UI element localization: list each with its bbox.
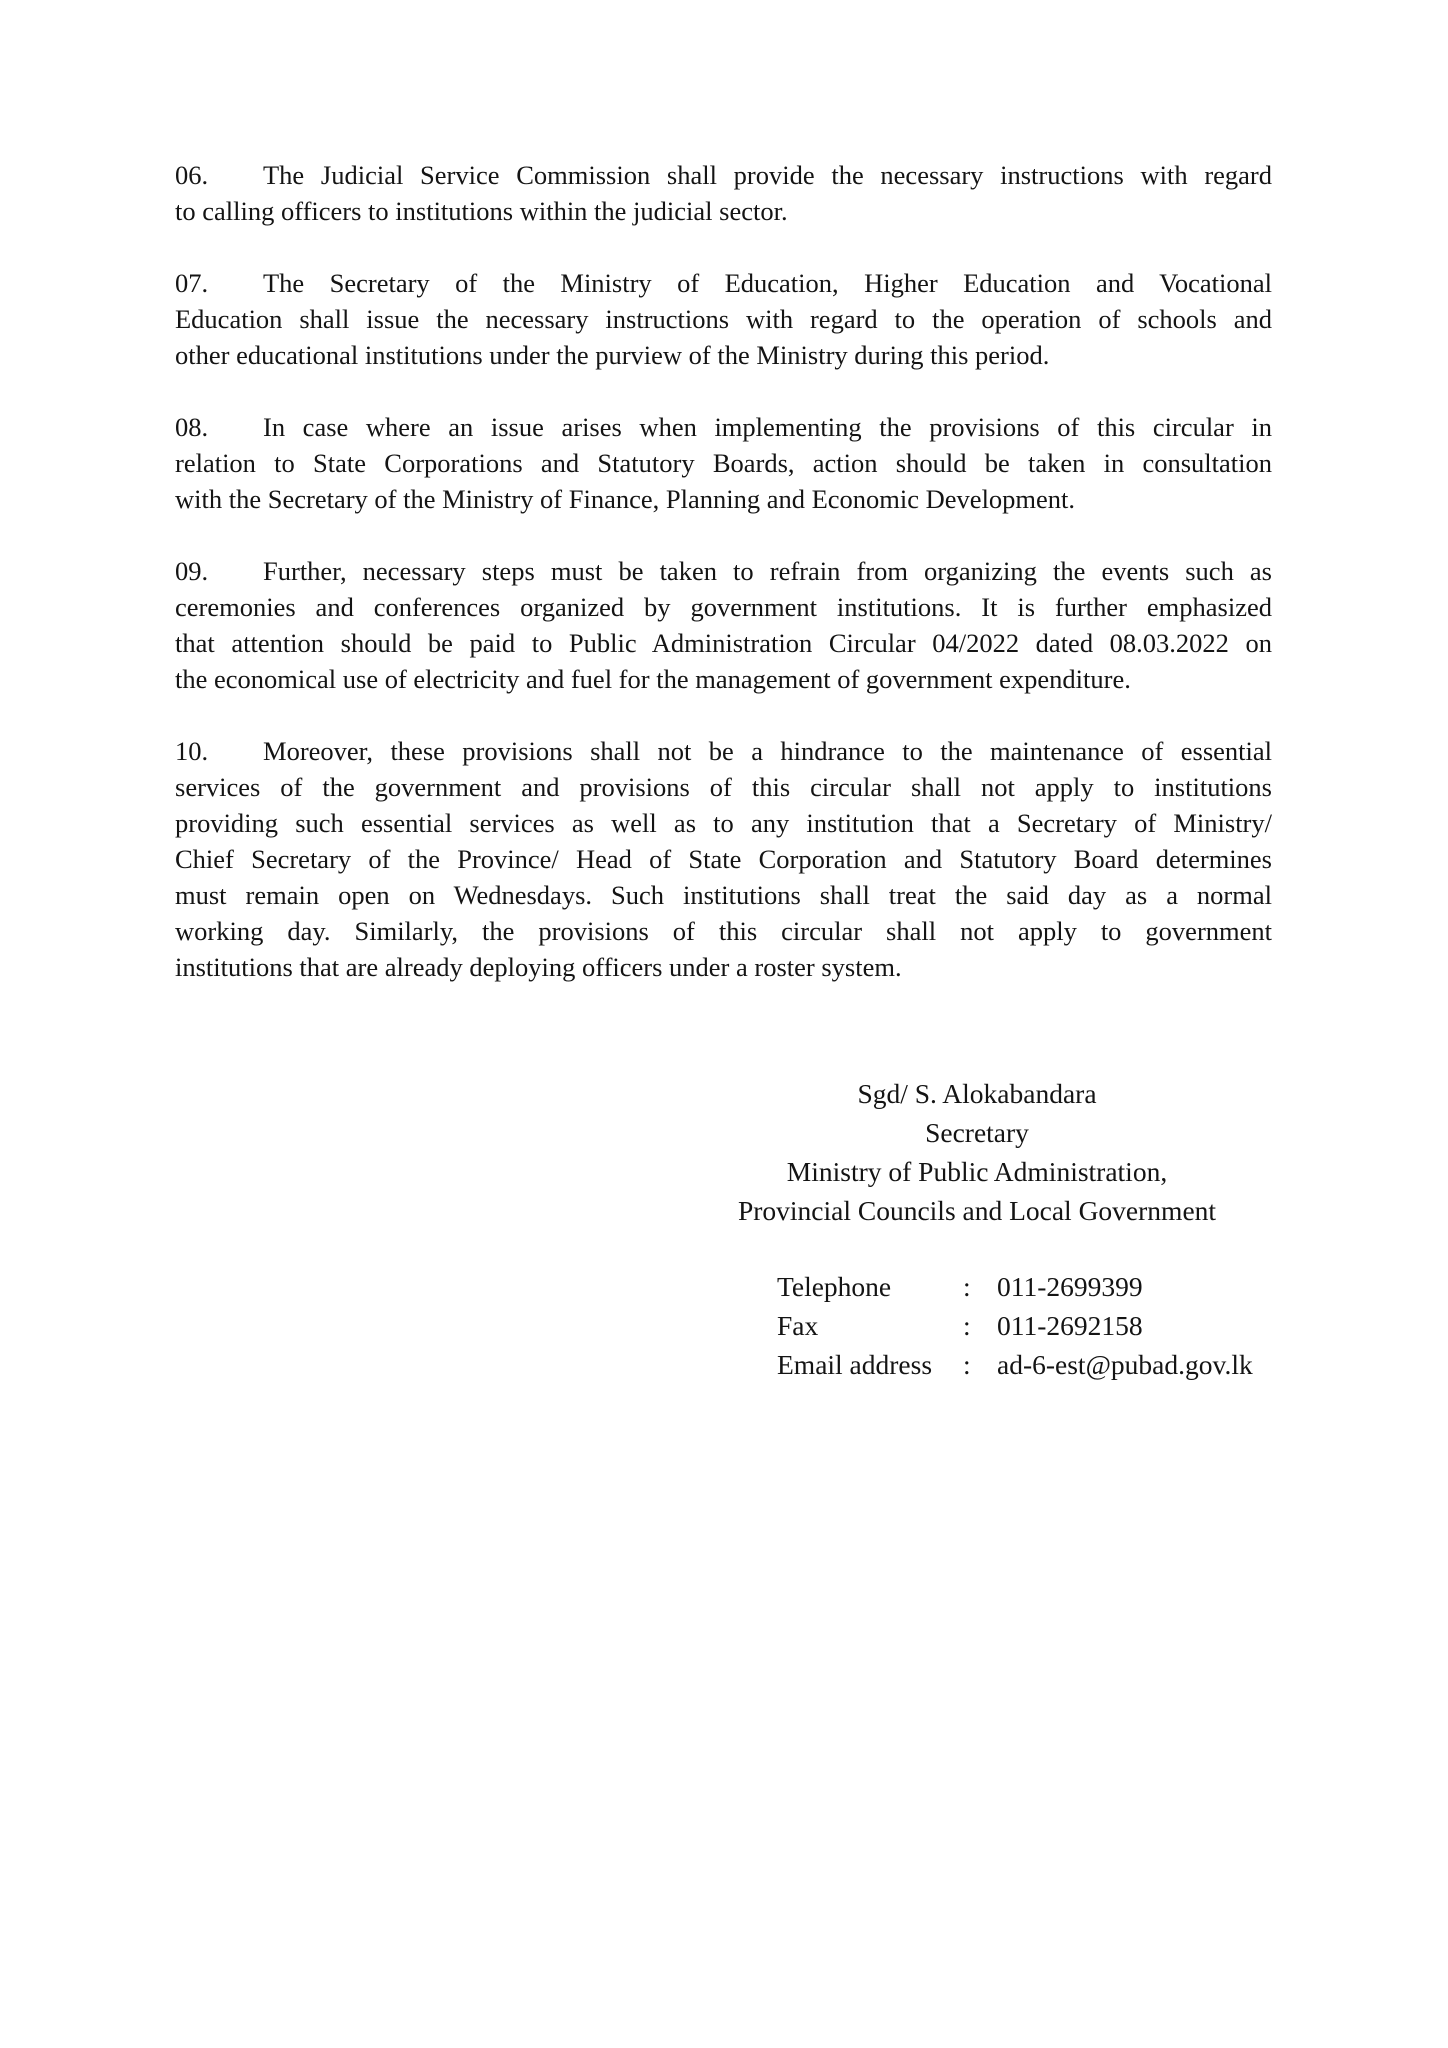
paragraph-text: The Secretary of the Ministry of Education, Higher Education and Vocational — [263, 268, 1272, 298]
paragraph-line: services of the government and provisions of this circular shall not apply to institutions — [175, 772, 1272, 802]
contact-separator: : — [963, 1310, 971, 1341]
contact-row-telephone — [777, 1267, 1253, 1306]
paragraph-line: to calling officers to institutions within the judicial sector. — [175, 196, 788, 226]
telephone-number: 011-2699399 — [997, 1271, 1143, 1302]
contact-row-fax — [777, 1306, 1253, 1345]
paragraph-line: ceremonies and conferences organized by government institutions. It is further emphasized — [175, 592, 1272, 622]
paragraph-line: providing such essential services as well as to any institution that a Secretary of Ministry/ — [175, 808, 1272, 838]
contact-separator: : — [963, 1271, 971, 1302]
fax-number: 011-2692158 — [997, 1310, 1143, 1341]
contact-label: Telephone — [777, 1271, 892, 1302]
paragraph-number: 09. — [175, 556, 209, 586]
signatory-title: Secretary — [925, 1117, 1029, 1148]
paragraph-line: Chief Secretary of the Province/ Head of State Corporation and Statutory Board determines — [175, 844, 1272, 874]
contact-details — [777, 1267, 1253, 1384]
contact-separator: : — [963, 1349, 971, 1380]
paragraph-line: the economical use of electricity and fuel for the management of government expenditure. — [175, 664, 1131, 694]
paragraph-number: 10. — [175, 736, 209, 766]
paragraph — [175, 409, 1272, 517]
paragraph-line: relation to State Corporations and Statutory Boards, action should be taken in consultation — [175, 448, 1272, 478]
paragraph-line: with the Secretary of the Ministry of Finance, Planning and Economic Development. — [175, 484, 1076, 514]
paragraph — [175, 265, 1272, 373]
paragraph-line: working day. Similarly, the provisions of this circular shall not apply to government — [175, 916, 1272, 946]
ministry-name-line-1: Ministry of Public Administration, — [786, 1156, 1168, 1187]
paragraph — [175, 157, 1272, 229]
paragraph — [175, 733, 1272, 985]
paragraph-text: In case where an issue arises when implementing the provisions of this circular in — [263, 412, 1272, 442]
contact-label: Email address — [777, 1349, 933, 1380]
paragraph-text: The Judicial Service Commission shall provide the necessary instructions with regard — [263, 160, 1272, 190]
paragraph-line — [175, 733, 1272, 769]
paragraph-line — [175, 553, 1272, 589]
ministry-name-line-2: Provincial Councils and Local Government — [737, 1195, 1217, 1226]
paragraph-text: Further, necessary steps must be taken to refrain from organizing the events such as — [263, 556, 1272, 586]
paragraph-line — [175, 157, 1272, 193]
contact-row-email — [777, 1345, 1253, 1384]
paragraph-line — [175, 409, 1272, 445]
paragraph-line: other educational institutions under the purview of the Ministry during this period. — [175, 340, 1050, 370]
paragraph-number: 07. — [175, 268, 209, 298]
circular-body — [175, 157, 1272, 1021]
paragraph-number: 06. — [175, 160, 209, 190]
signature-block — [700, 1074, 1254, 1230]
paragraph-line: must remain open on Wednesdays. Such institutions shall treat the said day as a normal — [175, 880, 1272, 910]
contact-label: Fax — [777, 1310, 819, 1341]
paragraph-number: 08. — [175, 412, 209, 442]
paragraph-line: Education shall issue the necessary instructions with regard to the operation of schools and — [175, 304, 1272, 334]
paragraph-text: Moreover, these provisions shall not be a hindrance to the maintenance of essential — [263, 736, 1272, 766]
paragraph-line — [175, 265, 1272, 301]
email-address: ad-6-est@pubad.gov.lk — [997, 1349, 1253, 1380]
paragraph-line: that attention should be paid to Public Administration Circular 04/2022 dated 08.03.2022 on — [175, 628, 1272, 658]
paragraph-line: institutions that are already deploying officers under a roster system. — [175, 952, 902, 982]
paragraph — [175, 553, 1272, 697]
signatory-name: Sgd/ S. Alokabandara — [857, 1078, 1097, 1109]
